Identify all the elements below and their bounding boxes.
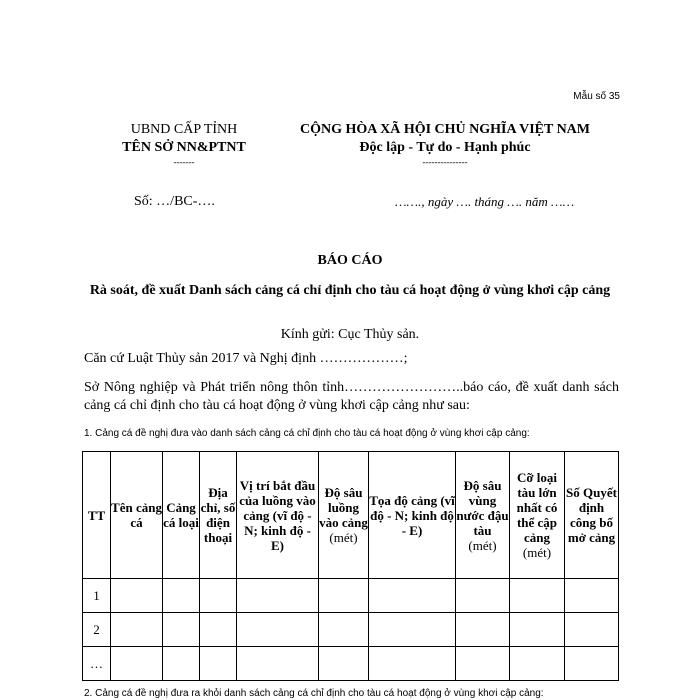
national-title: CỘNG HÒA XÃ HỘI CHỦ NGHĨA VIỆT NAM [299, 122, 590, 137]
issuing-authority [84, 121, 284, 167]
header-cell: Tên cảng cá [111, 452, 163, 579]
authority-separator: ------- [173, 157, 195, 167]
header-cell: Độ sâu vùng nước đậu tàu (mét) [456, 452, 510, 579]
authority-line-1: UBND CẤP TỈNH [130, 122, 238, 137]
section-2-heading: 2. Cảng cá đề nghị đưa ra khỏi danh sách cảng cá chỉ định cho tàu cá hoạt động ở vùng khơi cập cảng: [84, 688, 544, 699]
header-cell: Độ sâu luồng vào cảng (mét) [319, 452, 369, 579]
row-number: 1 [83, 579, 111, 613]
header-cell: TT [83, 452, 111, 579]
date-line: ……., ngày …. tháng …. năm …… [395, 194, 575, 209]
header-cell: Cỡ loại tàu lớn nhất có thể cập cảng (mét) [510, 452, 565, 579]
row-number: … [83, 647, 111, 681]
report-title: BÁO CÁO [317, 253, 383, 268]
table-row [83, 647, 619, 681]
section-1-heading: 1. Cảng cá đề nghị đưa vào danh sách cảng cá chỉ định cho tàu cá hoạt động ở vùng khơi cập cảng: [84, 428, 530, 439]
report-subtitle: Rà soát, đề xuất Danh sách cảng cá chỉ định cho tàu cá hoạt động ở vùng khơi cập cảng [89, 283, 611, 298]
paragraph-report-intro: Sở Nông nghiệp và Phát triển nông thôn tỉnh……………………..báo cáo, đề xuất danh sách cảng cá chỉ định cho tàu cá hoạt động ở vùng khơi cập cảng như sau: [84, 380, 619, 413]
table-row [83, 613, 619, 647]
table-row [83, 579, 619, 613]
header-cell: Vị trí bắt đầu của luồng vào cảng (vĩ độ - N; kinh độ - E) [237, 452, 319, 579]
paragraph-legal-basis: Căn cứ Luật Thủy sản 2017 và Nghị định ………………; [84, 351, 408, 366]
document-number: Số: …/BC-…. [134, 194, 215, 209]
form-number: Mẫu số 35 [573, 91, 620, 102]
row-number: 2 [83, 613, 111, 647]
header-cell: Địa chỉ, số điện thoại [200, 452, 237, 579]
header-cell: Tọa độ cảng (vĩ độ - N; kinh độ - E) [369, 452, 456, 579]
port-list-table [82, 451, 619, 681]
header-cell: Cảng cá loại [163, 452, 200, 579]
national-motto: Độc lập - Tự do - Hạnh phúc [359, 140, 531, 155]
national-separator: --------------- [422, 157, 468, 167]
header-cell: Số Quyết định công bố mở cảng [565, 452, 619, 579]
greeting: Kính gửi: Cục Thủy sản. [280, 327, 420, 342]
table-header-row [83, 452, 619, 579]
authority-line-2: TÊN SỞ NN&PTNT [122, 140, 246, 155]
national-header [280, 121, 610, 167]
